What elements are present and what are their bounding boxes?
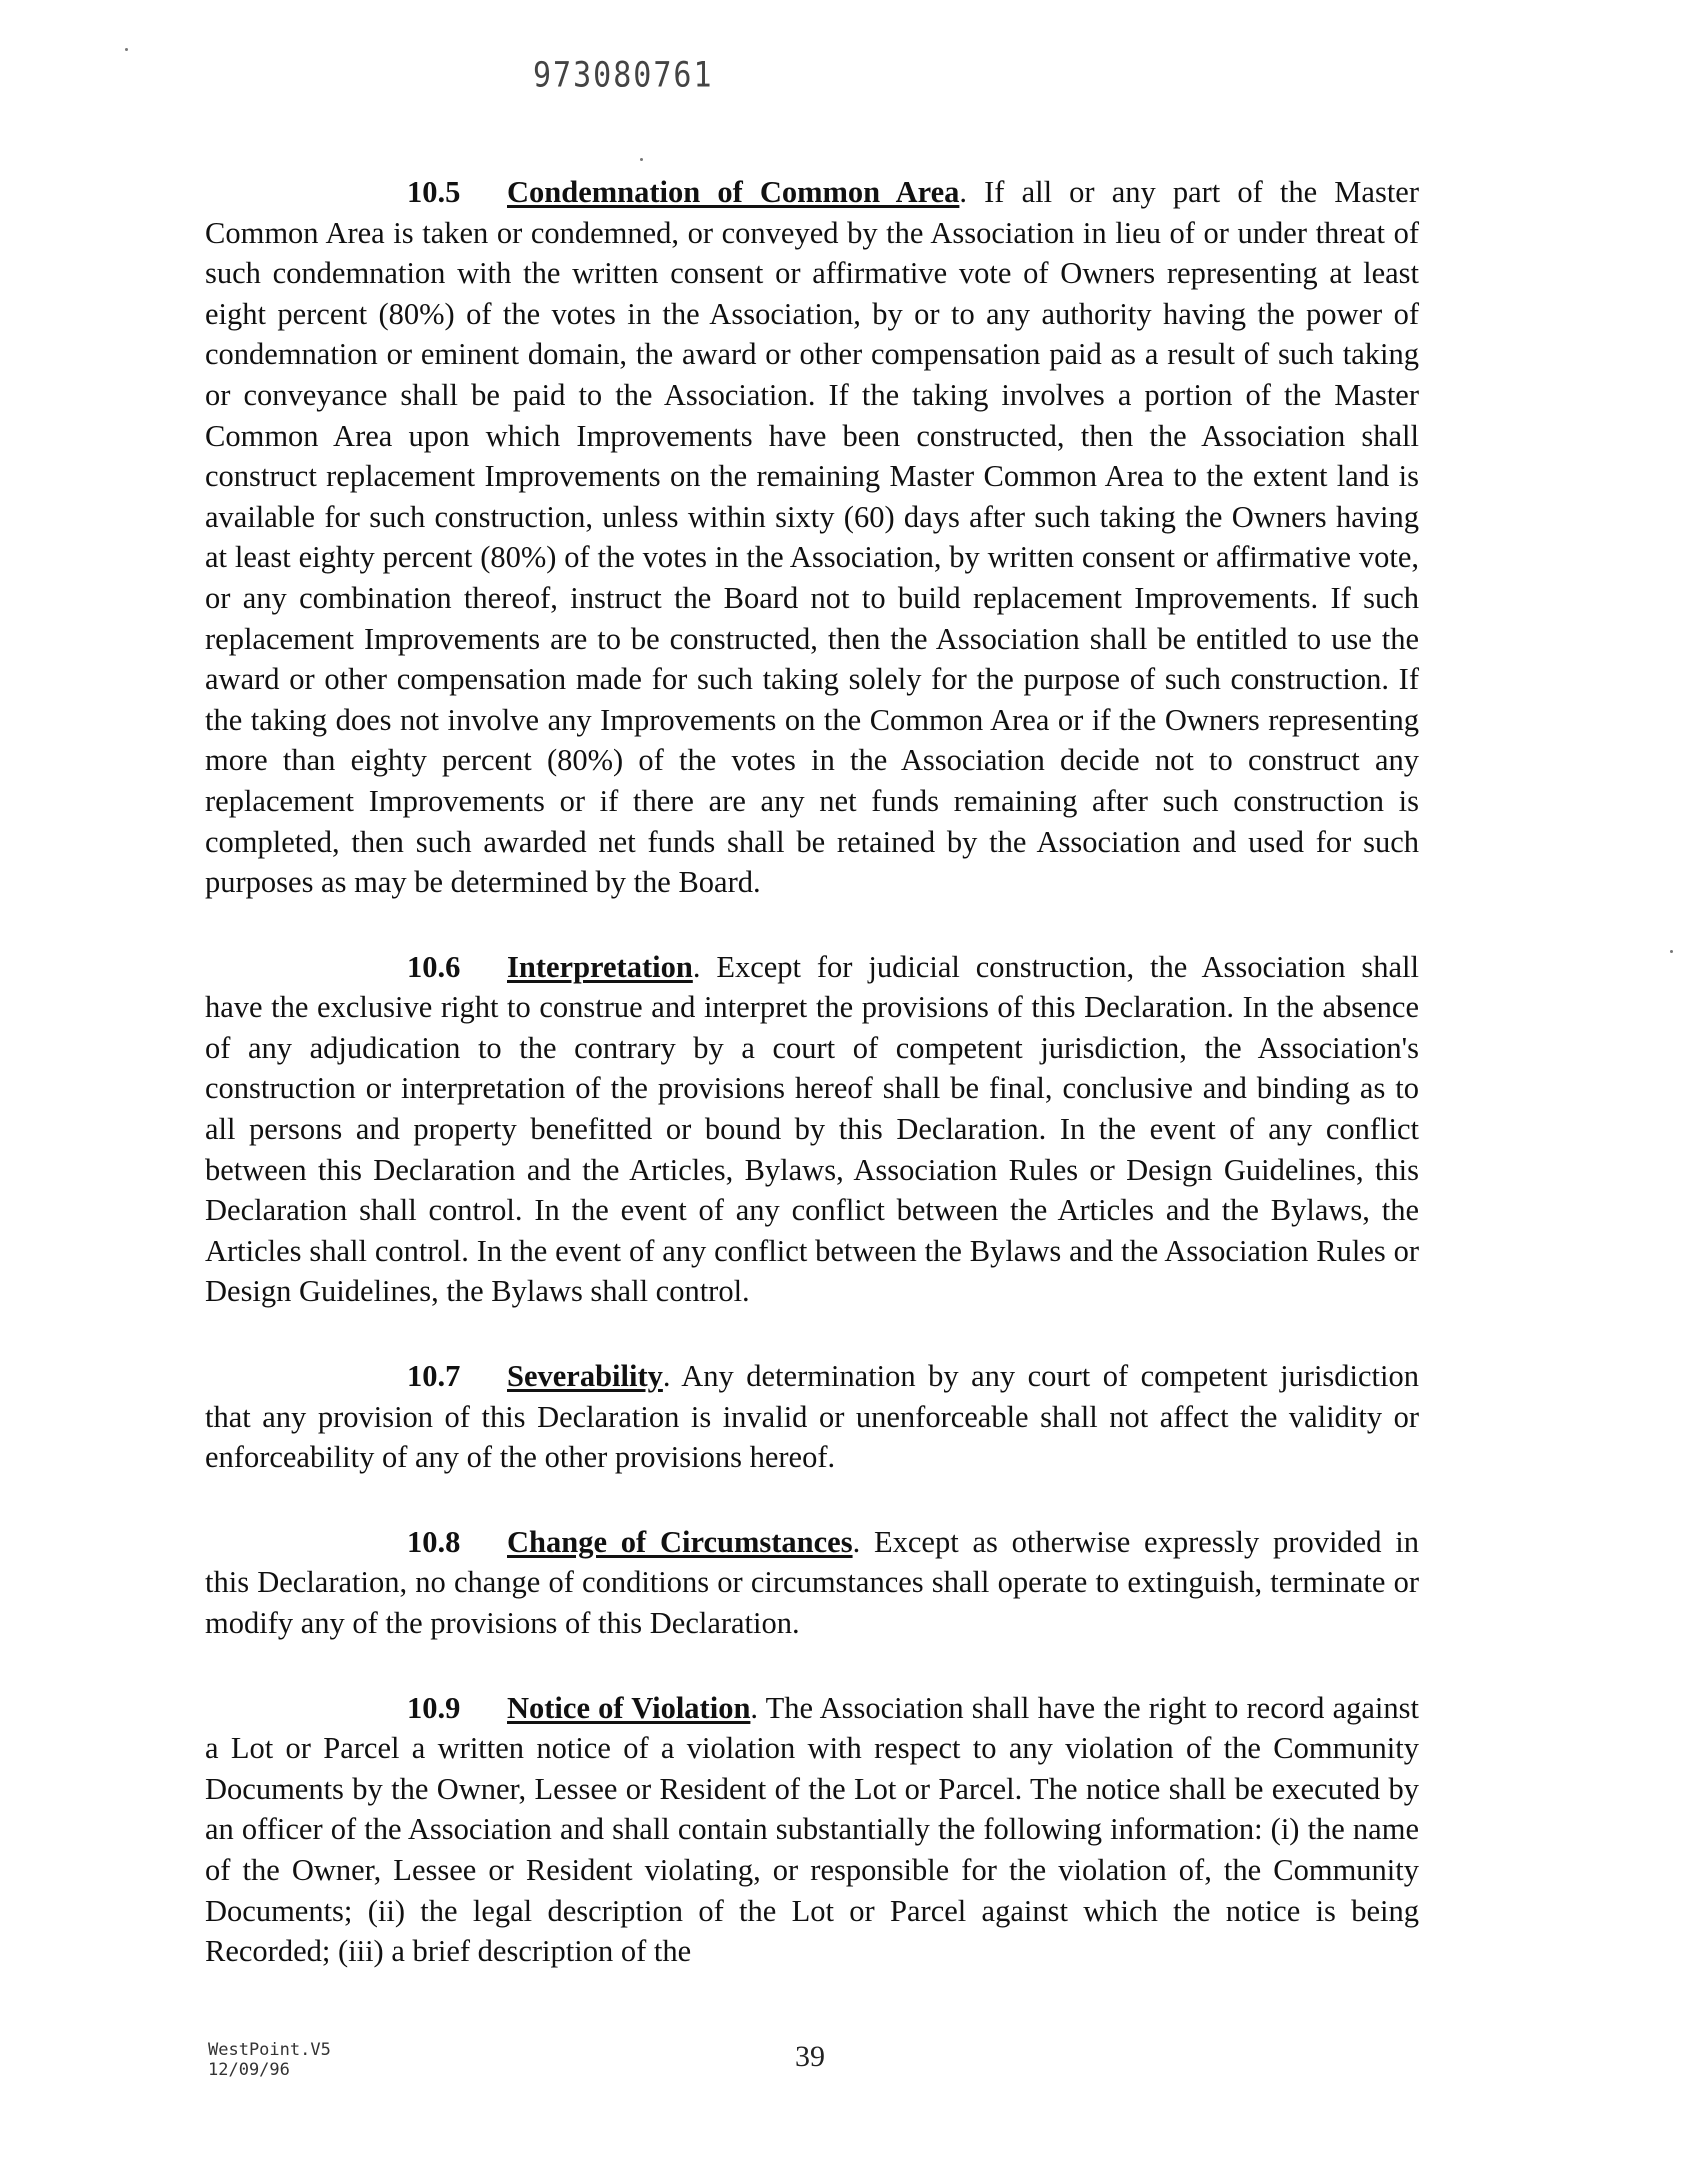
section-text: . Except for judicial construction, the Association shall have the exclusive right to construe and interpret the provisions of this Declaration. In the absence of any adjudication to the contrary by a court of competent jurisdiction, the Association's construction or interpretation of the provisions hereof shall be final, conclusive and binding as to all persons and property benefitted or bound by this Declaration. In the event of any conflict between this Declaration and the Articles, Bylaws, Association Rules or Design Guidelines, this Declaration shall control. In the event of any conflict between the Articles and the Bylaws, the Articles shall control. In the event of any conflict between the Bylaws and the Association Rules or Design Guidelines, the Bylaws shall control. bbox=[205, 949, 1419, 1309]
section-text: . If all or any part of the Master Common Area is taken or condemned, or conveyed by the Association in lieu of or under threat of such condemnation with the written consent or affirmative vote of Owners representing at least eight percent (80%) of the votes in the Association, by or to any authority having the power of condemnation or eminent domain, the award or other compensation paid as a result of such taking or conveyance shall be paid to the Association. If the taking involves a portion of the Master Common Area upon which Improvements have been constructed, then the Association shall construct replacement Improvements on the remaining Master Common Area to the extent land is available for such construction, unless within sixty (60) days after such taking the Owners having at least eighty percent (80%) of the votes in the Association, by written consent or affirmative vote, or any combination thereof, instruct the Board not to build replacement Improvements. If such replacement Improvements are to be constructed, then the Association shall be entitled to use the award or other compensation made for such taking solely for the purpose of such construction. If the taking does not involve any Improvements on the Common Area or if the Owners representing more than eighty percent (80%) of the votes in the Association decide not to construct any replacement Improvements or if there are any net funds remaining after such construction is completed, then such awarded net funds shall be retained by the Association and used for such purposes as may be determined by the Board. bbox=[205, 175, 1419, 900]
section-number: 10.7 bbox=[407, 1359, 461, 1394]
scan-speck bbox=[125, 48, 128, 51]
footer-file-name: WestPoint.V5 bbox=[208, 2040, 331, 2060]
section-number: 10.5 bbox=[407, 175, 461, 209]
section-10-6 bbox=[205, 947, 1419, 1312]
section-10-7 bbox=[205, 1356, 1419, 1478]
section-text: . Except as otherwise expressly provided in this Declaration, no change of conditions or circumstances shall operate to extinguish, terminate or modify any of the provisions of this Declaration. bbox=[205, 1524, 1419, 1640]
section-10-8 bbox=[205, 1522, 1419, 1644]
section-title: Interpretation bbox=[507, 949, 693, 984]
footer-date: 12/09/96 bbox=[208, 2060, 290, 2080]
section-number: 10.8 bbox=[407, 1524, 461, 1559]
section-title: Severability bbox=[507, 1359, 663, 1394]
scan-speck bbox=[640, 158, 643, 161]
section-text: . Any determination by any court of competent jurisdiction that any provision of this Declaration is invalid or unenforceable shall not affect the validity or enforceability of any of the other provisions hereof. bbox=[205, 1359, 1419, 1475]
section-number: 10.6 bbox=[407, 949, 461, 984]
document-number: 973080761 bbox=[533, 55, 714, 96]
section-number: 10.9 bbox=[407, 1690, 461, 1725]
section-10-5 bbox=[205, 172, 1419, 903]
section-title: Change of Circumstances bbox=[507, 1524, 853, 1559]
section-10-9 bbox=[205, 1688, 1419, 1972]
page-number: 39 bbox=[795, 2040, 825, 2073]
section-title: Notice of Violation bbox=[507, 1690, 751, 1725]
footer-file-info bbox=[208, 2040, 331, 2080]
document-body bbox=[205, 172, 1419, 2016]
section-title: Condemnation of Common Area bbox=[507, 175, 960, 209]
section-text: . The Association shall have the right to record against a Lot or Parcel a written notice of a violation with respect to any violation of the Community Documents by the Owner, Lessee or Resident of the Lot or Parcel. The notice shall be executed by an officer of the Association and shall contain substantially the following information: (i) the name of the Owner, Lessee or Resident violating, or responsible for the violation of, the Community Documents; (ii) the legal description of the Lot or Parcel against which the notice is being Recorded; (iii) a brief description of the bbox=[205, 1690, 1419, 1969]
scan-speck bbox=[1670, 950, 1673, 953]
